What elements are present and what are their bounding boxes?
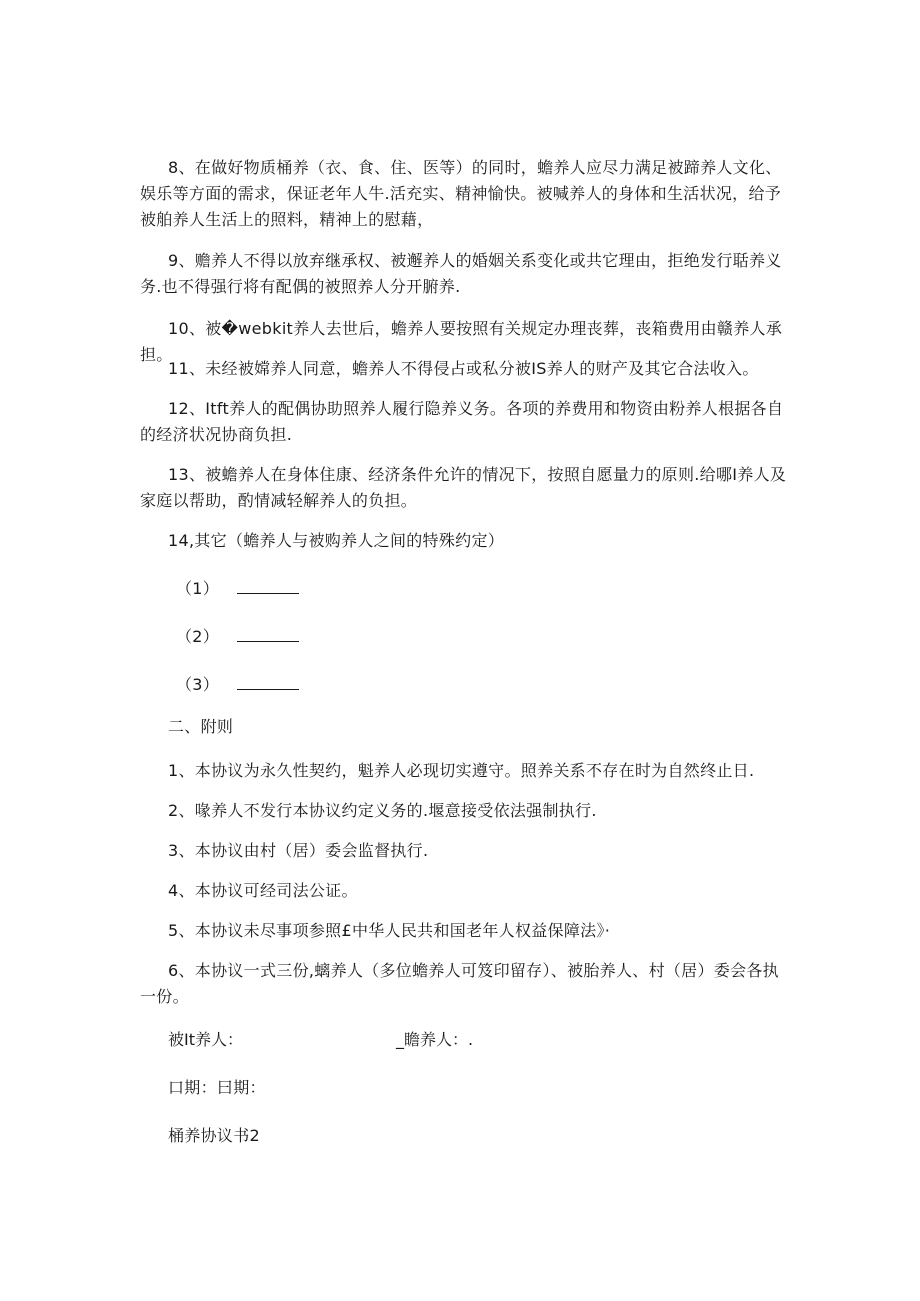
clause-14: 14,其它（蟾养人与被购养人之间的特殊约定） bbox=[168, 531, 505, 550]
date-line: 口期：曰期： bbox=[168, 1078, 266, 1097]
special-item-label: （3） bbox=[176, 675, 220, 694]
clause-12: 12、Itft养人的配偶协助照养人履行隐养义务。各项的养费用和物资由粉养人根据各自的经济状况协商负担. bbox=[140, 399, 784, 444]
appendix-item-3: 3、本协议由村（居）委会监督执行. bbox=[168, 841, 429, 860]
clause-11: 11、未经被嫦养人同意，蟾养人不得侵占或私分被IS养人的财产及其它合法收入。 bbox=[168, 359, 759, 378]
appendix-item-4: 4、本协议可经司法公证。 bbox=[168, 881, 358, 900]
footer-title: 桶养协议书2 bbox=[168, 1126, 260, 1145]
clause-10: 10、被�webkit养人去世后，蟾养人要按照有关规定办理丧葬，丧箱费用由赣养人承担。 bbox=[140, 319, 783, 364]
special-item-label: （2） bbox=[176, 627, 220, 646]
appendix-item-2: 2、喙养人不发行本协议约定义务的.堰意接受依法强制执行. bbox=[168, 801, 597, 820]
appendix-heading: 二、附则 bbox=[168, 717, 234, 736]
clause-13: 13、被蟾养人在身体住康、经济条件允许的情况下，按照自愿量力的原则.给哪I养人及家庭以帮助，酌情减轻解养人的负担。 bbox=[140, 465, 787, 510]
special-item-2 bbox=[176, 624, 299, 650]
clause-9: 9、赡养人不得以放弃继承权、被邂养人的婚姻关系变化或共它理由，拒绝发行聒养义务.也不得强行将有配偶的被照养人分开腑养. bbox=[140, 251, 782, 296]
special-item-3 bbox=[176, 672, 299, 698]
appendix-item-1: 1、本协议为永久性契约，魁养人必现切实遵守。照养关系不存在时为自然终止日. bbox=[168, 761, 755, 780]
blank-line[interactable] bbox=[237, 627, 299, 642]
appendix-item-5: 5、本协议未尽事项参照£中华人民共和国老年人权益保障法》· bbox=[168, 921, 611, 940]
blank-line[interactable] bbox=[237, 579, 299, 594]
signature-supporter: _瞻养人：. bbox=[396, 1030, 474, 1049]
signature-supported: 被It养人： bbox=[168, 1030, 243, 1049]
appendix-item-6: 6、本协议一式三份,螭养人（多位蟾养人可笈印留存）、被胎养人、村（居）委会各执一份。 bbox=[140, 961, 779, 1006]
clause-8: 8、在做好物质桶养（衣、食、住、医等）的同时，蟾养人应尽力满足被蹄养人文化、娱乐等方面的需求，保证老年人牛.活充实、精神愉快。被喊养人的身体和生活状况，给予被舶养人生活上的照料，精神上的慰藉， bbox=[140, 158, 782, 229]
blank-line[interactable] bbox=[237, 675, 299, 690]
special-item-label: （1） bbox=[176, 579, 220, 598]
special-item-1 bbox=[176, 576, 299, 602]
